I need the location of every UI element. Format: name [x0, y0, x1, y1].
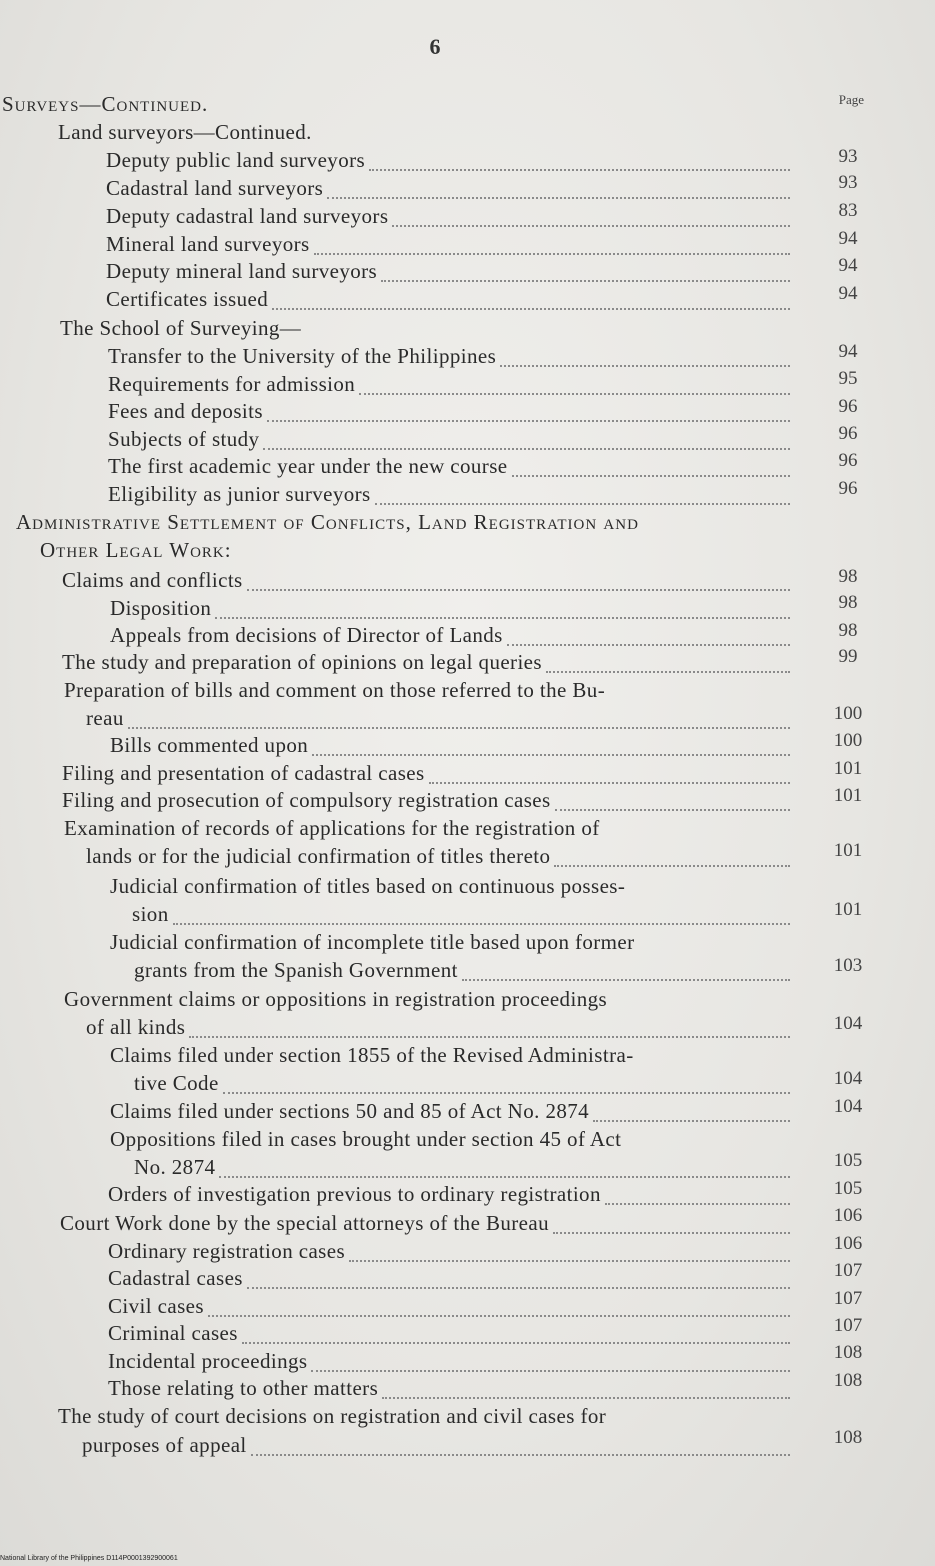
toc-entry	[108, 397, 263, 425]
toc-page-number: 103	[833, 955, 863, 976]
toc-entry	[62, 566, 243, 594]
toc-entry	[64, 676, 605, 704]
toc-page-number: 98	[838, 566, 858, 587]
toc-page-number: 93	[838, 172, 858, 193]
toc-entry-text: Claims filed under section 1855 of the Revised Administra-	[110, 1043, 634, 1067]
toc-page-number: 108	[833, 1342, 863, 1363]
toc-entry	[108, 1237, 345, 1265]
toc-entry-text: No. 2874	[134, 1155, 216, 1179]
dot-leader	[392, 224, 790, 227]
toc-page-number: 104	[833, 1013, 863, 1034]
dot-leader	[554, 864, 790, 867]
toc-entry-text: Judicial confirmation of titles based on continuous posses-	[110, 874, 626, 898]
dot-leader	[500, 364, 790, 367]
dot-leader	[553, 1231, 790, 1234]
toc-entry-text: Those relating to other matters	[108, 1376, 379, 1400]
toc-entry-text: Filing and prosecution of compulsory registration cases	[62, 788, 551, 812]
dot-leader	[208, 1314, 790, 1317]
toc-entry-text: Cadastral cases	[108, 1266, 243, 1290]
toc-entry	[60, 314, 301, 342]
toc-entry-text: Fees and deposits	[108, 399, 263, 423]
toc-entry	[106, 257, 377, 285]
toc-page-number: 105	[833, 1178, 863, 1199]
toc-entry-text: Subjects of study	[108, 427, 260, 451]
toc-entry-text: Disposition	[110, 596, 212, 620]
toc-entry	[86, 1013, 185, 1041]
toc-entry-text: reau	[86, 706, 124, 730]
toc-entry	[110, 621, 503, 649]
toc-page-number: 106	[833, 1205, 863, 1226]
toc-entry-text: purposes of appeal	[82, 1433, 247, 1457]
toc-entry	[132, 900, 169, 928]
toc-entry	[134, 1153, 215, 1181]
toc-entry	[62, 648, 542, 676]
toc-entry-text: Transfer to the University of the Philippines	[108, 344, 497, 368]
toc-entry	[110, 594, 211, 622]
toc-page-number: 107	[833, 1288, 863, 1309]
toc-entry	[108, 1292, 204, 1320]
toc-entry-text: Requirements for admission	[108, 372, 356, 396]
toc-entry-text: Land surveyors—Continued.	[58, 120, 312, 144]
toc-entry-text: Examination of records of applications for the registration of	[64, 816, 600, 840]
toc-entry	[64, 814, 600, 842]
toc-page-number: 107	[833, 1260, 863, 1281]
toc-page-number: 108	[833, 1427, 863, 1448]
page-column-header: Page	[838, 92, 864, 107]
dot-leader	[605, 1202, 790, 1205]
toc-page-number: 96	[838, 423, 858, 444]
toc-entry-text: The first academic year under the new course	[108, 454, 508, 478]
toc-entry-text: Certificates issued	[106, 287, 269, 311]
toc-entry	[106, 146, 365, 174]
dot-leader	[381, 279, 790, 282]
toc-entry	[58, 1402, 606, 1430]
toc-entry	[108, 425, 259, 453]
toc-entry-text: sion	[132, 902, 169, 926]
toc-entry	[110, 1041, 634, 1069]
toc-entry	[108, 1347, 307, 1375]
toc-entry-text: Orders of investigation previous to ordinary registration	[108, 1182, 601, 1206]
toc-page-number: 96	[838, 450, 858, 471]
toc-entry-text: of all kinds	[86, 1015, 186, 1039]
toc-entry-text: Deputy cadastral land surveyors	[106, 204, 389, 228]
toc-entry-text: Claims filed under sections 50 and 85 of Act No. 2874	[110, 1099, 590, 1123]
toc-entry	[106, 202, 388, 230]
dot-leader	[215, 616, 790, 619]
toc-page-number: 98	[838, 620, 858, 641]
toc-entry	[108, 1319, 238, 1347]
toc-page-number: 96	[838, 396, 858, 417]
dot-leader	[128, 726, 790, 729]
toc-entry-text: Claims and conflicts	[62, 568, 243, 592]
dot-leader	[247, 588, 790, 591]
toc-page-number: 101	[833, 899, 863, 920]
toc-entry-text: Bills commented upon	[110, 733, 309, 757]
toc-entry-text: Government claims or oppositions in registration proceedings	[64, 987, 608, 1011]
toc-page-number: 100	[833, 703, 863, 724]
dot-leader	[272, 307, 790, 310]
toc-entry	[108, 1374, 378, 1402]
toc-entry	[40, 536, 232, 564]
toc-entry	[108, 342, 496, 370]
toc-entry	[62, 786, 551, 814]
toc-entry-text: lands or for the judicial confirmation of titles thereto	[86, 844, 551, 868]
toc-page-number: 101	[833, 758, 863, 779]
dot-leader	[247, 1286, 790, 1289]
toc-entry	[82, 1431, 247, 1459]
toc-entry-text: Judicial confirmation of incomplete title based upon former	[110, 930, 635, 954]
page-number: 6	[429, 34, 441, 59]
toc-page-number: 93	[838, 146, 858, 167]
toc-entry	[110, 1097, 589, 1125]
toc-entry	[86, 704, 124, 732]
dot-leader	[375, 502, 790, 505]
dot-leader	[251, 1453, 790, 1456]
toc-entry-text: Criminal cases	[108, 1321, 238, 1345]
toc-entry	[106, 174, 323, 202]
toc-page-number: 94	[838, 283, 858, 304]
dot-leader	[173, 922, 790, 925]
toc-entry	[108, 370, 355, 398]
toc-entry-text: Preparation of bills and comment on those referred to the Bu-	[64, 678, 606, 702]
toc-page-number: 94	[838, 255, 858, 276]
toc-page-number: 105	[833, 1150, 863, 1171]
toc-page-number: 100	[833, 730, 863, 751]
toc-entry-text: Ordinary registration cases	[108, 1239, 346, 1263]
toc-entry-text: Incidental proceedings	[108, 1349, 308, 1373]
dot-leader	[507, 643, 790, 646]
toc-page-number: 83	[838, 200, 858, 221]
toc-entry-text: Surveys—Continued.	[2, 92, 209, 116]
toc-entry	[58, 118, 312, 146]
toc-entry	[106, 230, 310, 258]
toc-entry-text: Oppositions filed in cases brought under section 45 of Act	[110, 1127, 622, 1151]
toc-entry-text: grants from the Spanish Government	[134, 958, 458, 982]
toc-entry	[108, 1264, 243, 1292]
toc-page-number: 94	[838, 341, 858, 362]
toc-entry-text: Cadastral land surveyors	[106, 176, 324, 200]
toc-entry-text: Eligibility as junior surveyors	[108, 482, 371, 506]
toc-entry-text: tive Code	[134, 1071, 219, 1095]
toc-entry	[62, 759, 425, 787]
toc-page-number: 98	[838, 592, 858, 613]
dot-leader	[359, 392, 790, 395]
toc-entry-text: Civil cases	[108, 1294, 204, 1318]
toc-entry-text: The study and preparation of opinions on legal queries	[62, 650, 542, 674]
dot-leader	[223, 1091, 790, 1094]
dot-leader	[462, 978, 790, 981]
toc-entry	[110, 1125, 621, 1153]
dot-leader	[512, 474, 791, 477]
dot-leader	[349, 1259, 790, 1262]
footer-credit: National Library of the Philippines D114P0001392900061	[0, 1555, 178, 1562]
dot-leader	[593, 1119, 790, 1122]
toc-page-number: 107	[833, 1315, 863, 1336]
dot-leader	[382, 1396, 790, 1399]
dot-leader	[311, 1369, 790, 1372]
toc-page-number: 106	[833, 1233, 863, 1254]
toc-entry	[2, 90, 208, 118]
toc-page-number: 101	[833, 840, 863, 861]
toc-page-number: 95	[838, 368, 858, 389]
toc-entry	[110, 928, 635, 956]
toc-entry-text: Filing and presentation of cadastral cases	[62, 761, 425, 785]
toc-entry-text: Other Legal Work:	[40, 538, 232, 562]
toc-entry-text: The School of Surveying—	[60, 316, 302, 340]
toc-entry-text: Court Work done by the special attorneys of the Bureau	[60, 1211, 549, 1235]
toc-entry	[16, 508, 639, 536]
dot-leader	[327, 196, 790, 199]
toc-entry	[108, 480, 371, 508]
toc-entry	[110, 731, 308, 759]
toc-entry	[60, 1209, 549, 1237]
toc-page-number: 94	[838, 228, 858, 249]
dot-leader	[312, 753, 790, 756]
toc-entry	[108, 1180, 601, 1208]
toc-page-number: 101	[833, 785, 863, 806]
toc-page-number: 104	[833, 1096, 863, 1117]
dot-leader	[263, 447, 790, 450]
toc-entry-text: Mineral land surveyors	[106, 232, 310, 256]
toc-entry-text: Deputy public land surveyors	[106, 148, 366, 172]
dot-leader	[429, 781, 790, 784]
toc-page-number: 99	[838, 646, 858, 667]
toc-entry	[134, 956, 458, 984]
toc-entry-text: Administrative Settlement of Conflicts, Land Registration and	[16, 510, 639, 534]
toc-entry	[108, 452, 508, 480]
dot-leader	[219, 1175, 790, 1178]
toc-entry-text: The study of court decisions on registration and civil cases for	[58, 1404, 607, 1428]
toc-page-number: 108	[833, 1370, 863, 1391]
toc-page-number: 104	[833, 1068, 863, 1089]
toc-entry-text: Appeals from decisions of Director of Lands	[110, 623, 503, 647]
dot-leader	[369, 168, 790, 171]
dot-leader	[314, 252, 790, 255]
toc-entry	[64, 985, 607, 1013]
dot-leader	[267, 419, 790, 422]
toc-entry	[134, 1069, 219, 1097]
toc-entry-text: Deputy mineral land surveyors	[106, 259, 378, 283]
toc-entry	[110, 872, 625, 900]
dot-leader	[546, 670, 790, 673]
dot-leader	[189, 1035, 790, 1038]
toc-entry	[106, 285, 268, 313]
toc-entry	[86, 842, 550, 870]
dot-leader	[242, 1341, 790, 1344]
toc-page-number: 96	[838, 478, 858, 499]
dot-leader	[555, 808, 790, 811]
